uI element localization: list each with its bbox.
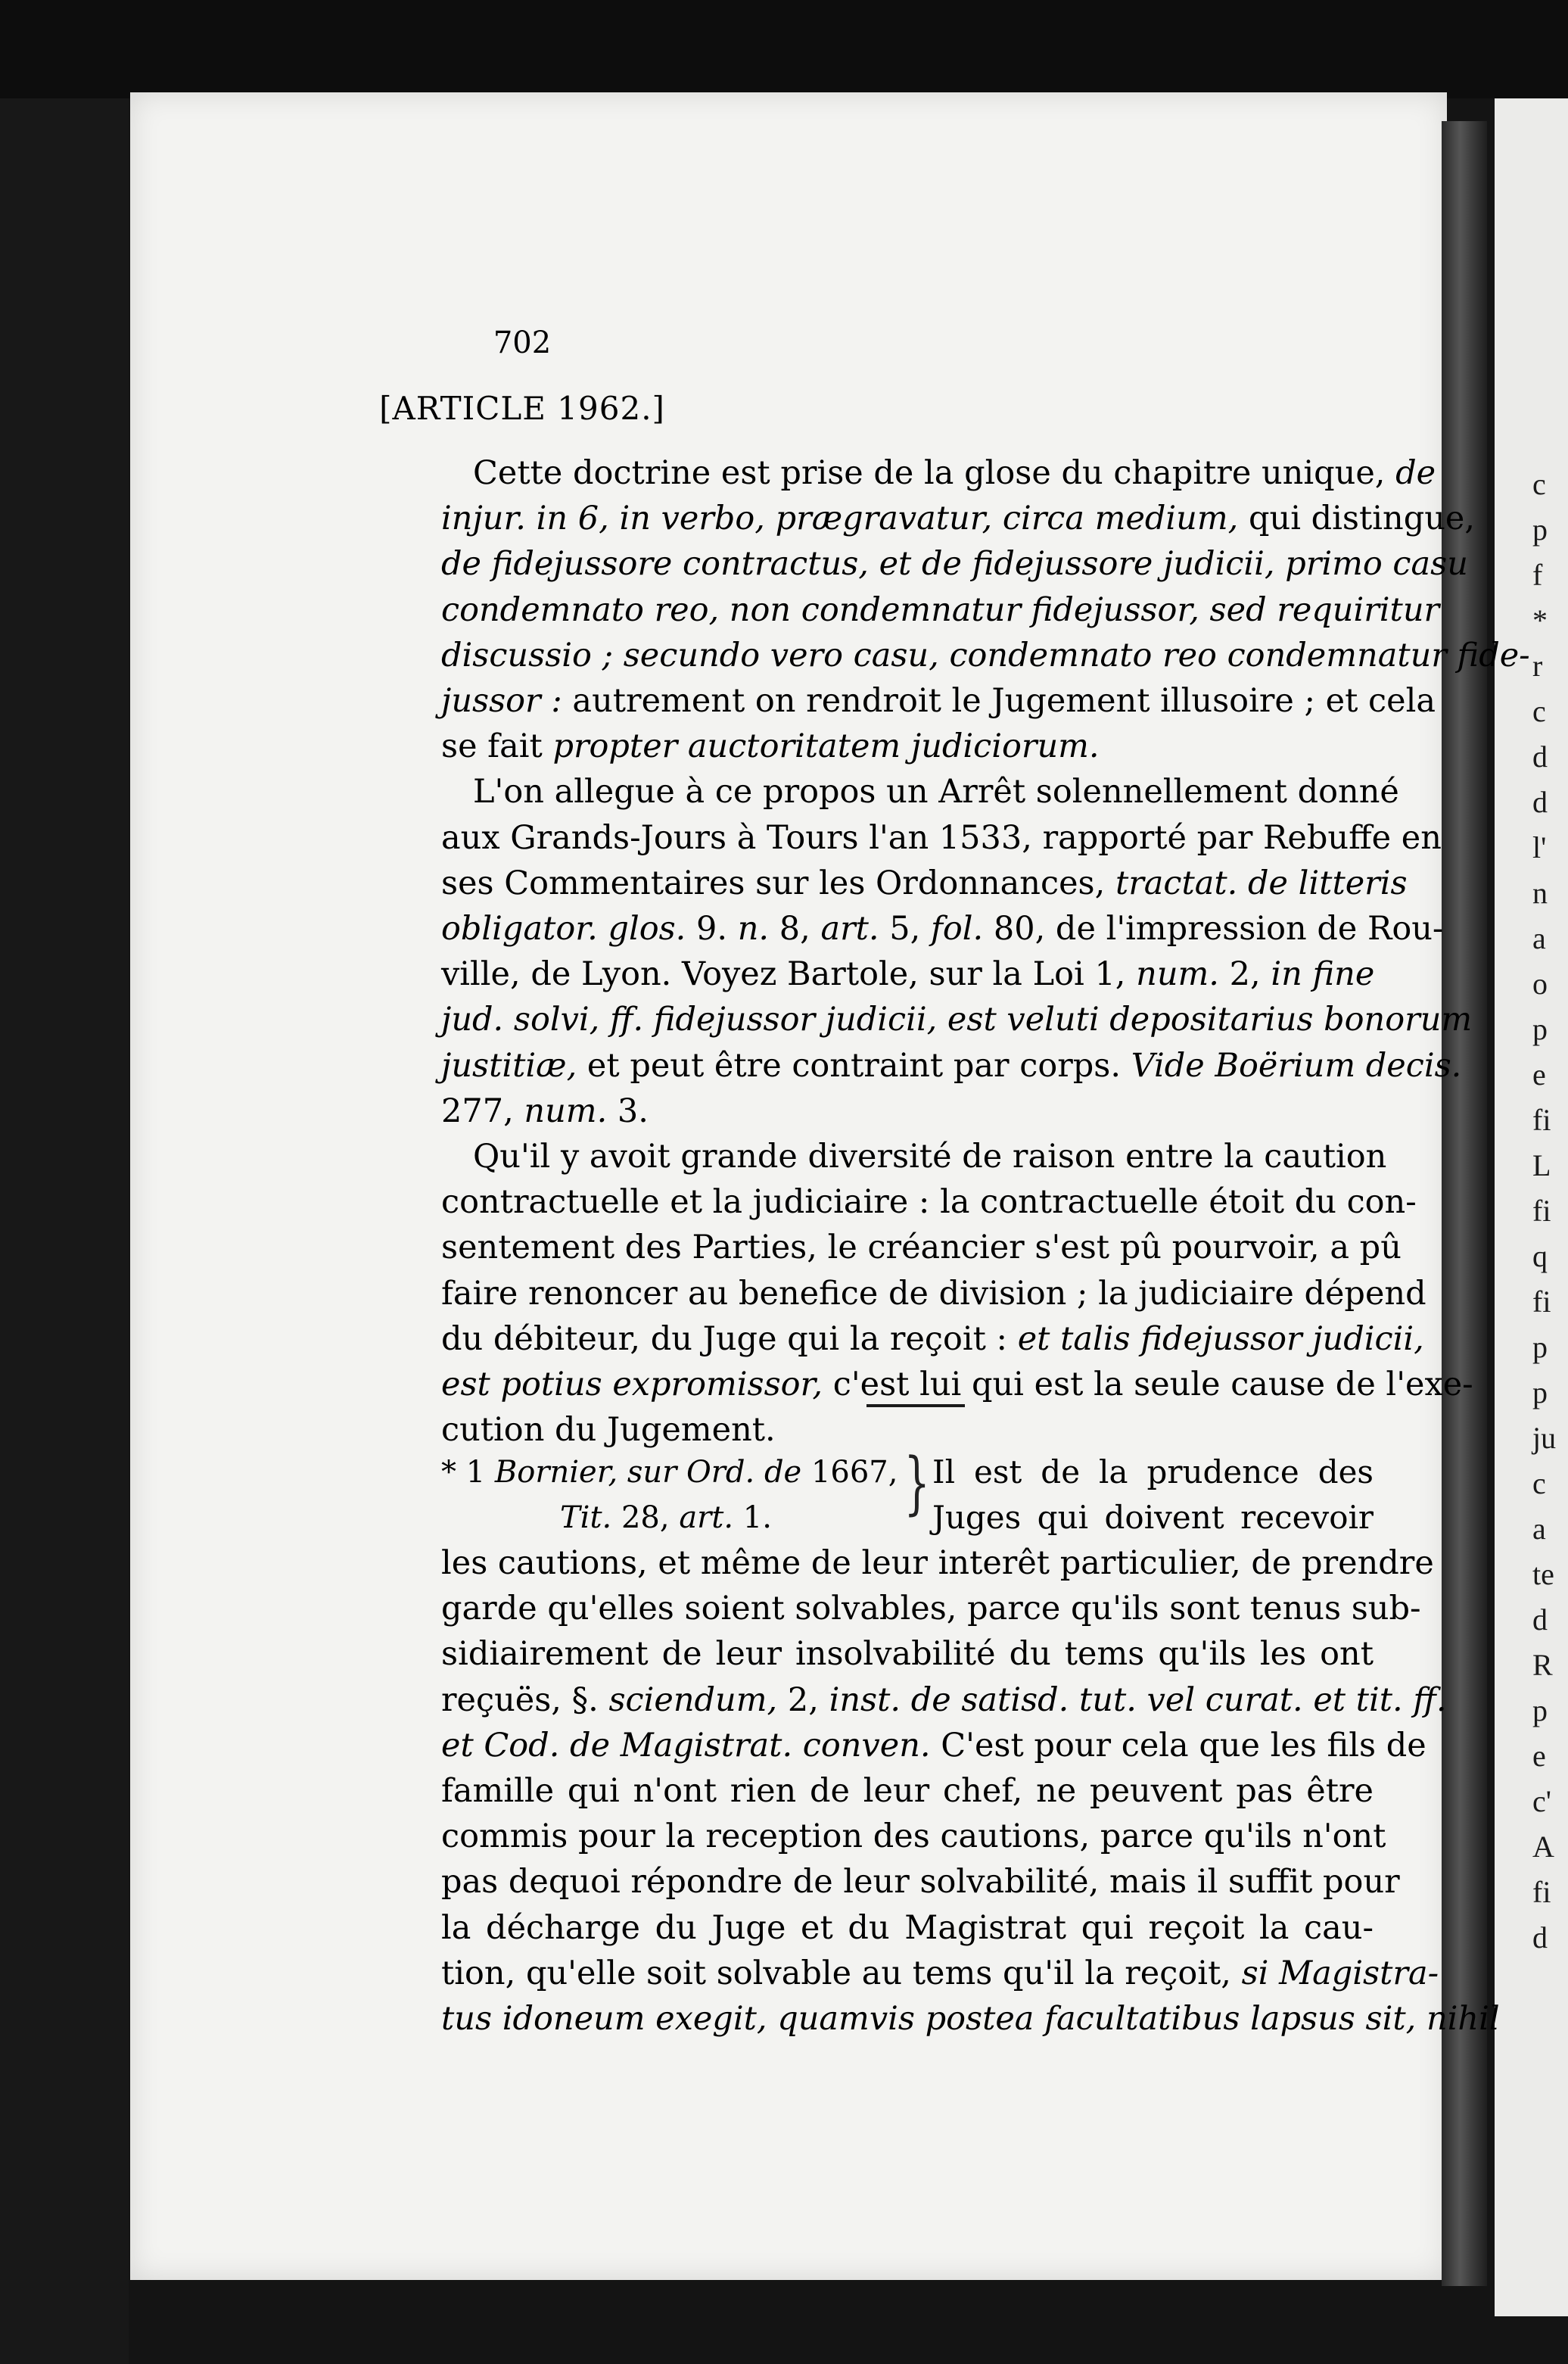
text-line bbox=[473, 450, 1436, 496]
roman-text: sidiairement de leur insolvabilité du tems qu'ils les ont bbox=[441, 1635, 1374, 1674]
italic-text: art. bbox=[679, 1500, 734, 1535]
facing-page-fragment: p bbox=[1532, 1012, 1548, 1046]
italic-text: tus idoneum exegit, quamvis postea facultatibus lapsus sit, nihil bbox=[441, 2000, 1500, 2038]
italic-text: et talis fidejussor judicii, bbox=[1017, 1319, 1424, 1358]
italic-text: Bornier, sur Ord. de bbox=[494, 1455, 802, 1490]
facing-page-fragment: l' bbox=[1532, 830, 1547, 864]
facing-page-fragment: fi bbox=[1532, 1194, 1551, 1228]
facing-page-fragment: fi bbox=[1532, 1285, 1551, 1319]
italic-text: jussor : bbox=[441, 682, 562, 720]
text-line bbox=[441, 1043, 1462, 1089]
text-line bbox=[441, 952, 1374, 997]
facing-page-fragment: c bbox=[1532, 467, 1546, 501]
article-heading: [ARTICLE 1962.] bbox=[379, 390, 665, 427]
roman-text: se fait bbox=[441, 727, 553, 766]
roman-text: 277, bbox=[441, 1092, 524, 1130]
footnote-line bbox=[441, 1540, 1434, 1586]
italic-text: n. bbox=[737, 910, 770, 948]
italic-text: num. bbox=[524, 1092, 608, 1130]
roman-text: aux Grands-Jours à Tours l'an 1533, rapporté par Rebuffe en bbox=[441, 818, 1442, 857]
footnote-line bbox=[441, 1859, 1400, 1905]
facing-page-fragment: p bbox=[1532, 512, 1548, 547]
footnote-right-line-1: Il est de la prudence des bbox=[932, 1453, 1374, 1490]
roman-text: garde qu'elles soient solvables, parce qu'ils sont tenus sub- bbox=[441, 1590, 1421, 1628]
roman-text: famille qui n'ont rien de leur chef, ne peuvent pas être bbox=[441, 1772, 1374, 1810]
italic-text: et Cod. de Magistrat. conven. bbox=[441, 1726, 931, 1764]
facing-page-fragment: d bbox=[1532, 1602, 1548, 1637]
text-line bbox=[441, 815, 1442, 861]
footnote-line bbox=[441, 1996, 1500, 2042]
roman-text: commis pour la reception des cautions, parce qu'ils n'ont bbox=[441, 1817, 1386, 1856]
text-line bbox=[441, 633, 1530, 678]
roman-text: tion, qu'elle soit solvable au tems qu'il la reçoit, bbox=[441, 1954, 1242, 1992]
facing-page-fragment: te bbox=[1532, 1557, 1554, 1591]
roman-text: c'est lui qui est la seule cause de l'exe- bbox=[823, 1366, 1473, 1403]
brace-symbol: } bbox=[904, 1444, 930, 1523]
roman-text: Cette doctrine est prise de la glose du chapitre unique, bbox=[473, 454, 1396, 492]
roman-text: Qu'il y avoit grande diversité de raison entre la caution bbox=[473, 1138, 1387, 1176]
italic-text: obligator. glos. bbox=[441, 910, 686, 948]
facing-page-fragment: r bbox=[1532, 649, 1543, 683]
roman-text: 3. bbox=[607, 1092, 649, 1130]
footnote-line bbox=[441, 1905, 1374, 1951]
facing-page-fragment: d bbox=[1532, 785, 1548, 819]
roman-text: 2, bbox=[777, 1680, 829, 1719]
italic-text: condemnato reo, non condemnatur fidejussor, sed requiritur bbox=[441, 590, 1440, 629]
roman-text: autrement on rendroit le Jugement illusoire ; et cela bbox=[562, 682, 1436, 720]
roman-text: qui distingue, bbox=[1238, 500, 1476, 538]
footnote-line bbox=[441, 1677, 1447, 1723]
facing-page-spacer bbox=[1495, 98, 1568, 462]
text-line bbox=[441, 997, 1473, 1042]
italic-text: tractat. de litteris bbox=[1115, 864, 1408, 902]
italic-text: justitiæ, bbox=[441, 1046, 577, 1085]
roman-text: 80, de l'impression de Rou- bbox=[983, 910, 1444, 948]
italic-text: num. bbox=[1136, 955, 1219, 994]
text-line bbox=[441, 678, 1436, 724]
facing-page-fragment: q bbox=[1532, 1239, 1548, 1273]
facing-page-fragment: n bbox=[1532, 876, 1548, 910]
footnote-line bbox=[441, 1814, 1386, 1859]
roman-text: faire renoncer au benefice de division ; la judiciaire dépend bbox=[441, 1274, 1426, 1313]
facing-page-fragment: p bbox=[1532, 1375, 1548, 1409]
facing-page-fragment: fi bbox=[1532, 1875, 1551, 1909]
roman-text: la décharge du Juge et du Magistrat qui reçoit la cau- bbox=[441, 1908, 1374, 1947]
book-gutter bbox=[1442, 121, 1487, 2286]
italic-text: propter auctoritatem judiciorum. bbox=[552, 727, 1100, 766]
facing-page-fragment: e bbox=[1532, 1739, 1546, 1773]
footnote-reference-line-2 bbox=[560, 1495, 893, 1540]
footnote-reference-line-1 bbox=[441, 1450, 898, 1495]
facing-page-edge bbox=[1495, 98, 1568, 2316]
scan-background-left bbox=[0, 98, 129, 2364]
roman-text: cution du Jugement. bbox=[441, 1411, 776, 1450]
italic-text: de bbox=[1395, 454, 1436, 492]
roman-text: 8, bbox=[769, 910, 821, 948]
footnote-line bbox=[441, 1768, 1374, 1814]
text-line bbox=[441, 1225, 1402, 1270]
facing-page-fragment: fi bbox=[1532, 1103, 1551, 1137]
facing-page-fragment: c' bbox=[1532, 1784, 1551, 1818]
text-line bbox=[441, 724, 1374, 769]
text-line bbox=[441, 1089, 1374, 1134]
text-line bbox=[441, 1362, 1473, 1407]
italic-text: si Magistra- bbox=[1241, 1954, 1439, 1992]
roman-text: ses Commentaires sur les Ordonnances, bbox=[441, 864, 1115, 902]
roman-text: C'est pour cela que les fils de bbox=[930, 1726, 1426, 1764]
italic-text: injur. in 6, in verbo, prægravatur, circa medium, bbox=[441, 500, 1239, 538]
facing-page-fragment: a bbox=[1532, 1512, 1546, 1546]
page-number: 702 bbox=[493, 325, 552, 360]
text-line bbox=[441, 906, 1444, 952]
text-line bbox=[473, 1134, 1387, 1179]
text-line bbox=[473, 769, 1399, 814]
italic-text: Vide Boërium decis. bbox=[1131, 1046, 1462, 1085]
facing-page-fragment: A bbox=[1532, 1830, 1554, 1864]
text-line bbox=[441, 541, 1468, 587]
text-line bbox=[441, 861, 1408, 906]
facing-page-fragment: f bbox=[1532, 558, 1543, 592]
roman-text: L'on allegue à ce propos un Arrêt solennellement donné bbox=[473, 773, 1399, 811]
facing-page-fragment: o bbox=[1532, 967, 1548, 1001]
italic-text: sciendum, bbox=[608, 1680, 778, 1719]
italic-text: de fidejussore contractus, et de fidejussore judicii, primo casu bbox=[441, 545, 1468, 584]
footnote-line bbox=[441, 1631, 1374, 1677]
roman-text: ville, de Lyon. Voyez Bartole, sur la Loi 1, bbox=[441, 955, 1137, 994]
text-line bbox=[441, 1271, 1426, 1316]
facing-page-fragment: p bbox=[1532, 1693, 1548, 1727]
facing-page-fragment: e bbox=[1532, 1057, 1546, 1092]
roman-text: * 1 bbox=[441, 1455, 495, 1490]
roman-text: pas dequoi répondre de leur solvabilité, mais il suffit pour bbox=[441, 1863, 1400, 1901]
roman-text: et peut être contraint par corps. bbox=[577, 1046, 1131, 1085]
italic-text: inst. de satisd. tut. vel curat. et tit. ff. bbox=[829, 1680, 1447, 1719]
roman-text: les cautions, et même de leur interêt particulier, de prendre bbox=[441, 1544, 1434, 1582]
facing-page-fragment: ju bbox=[1532, 1421, 1557, 1455]
facing-page-fragment: d bbox=[1532, 740, 1548, 774]
text-line bbox=[441, 1179, 1417, 1225]
footnote-line bbox=[441, 1951, 1439, 1996]
facing-page-fragment: d bbox=[1532, 1920, 1548, 1954]
roman-text: 2, bbox=[1218, 955, 1271, 994]
facing-page-fragment: c bbox=[1532, 1466, 1546, 1500]
footnote-rule bbox=[866, 1404, 965, 1407]
facing-page-fragment: p bbox=[1532, 1330, 1548, 1364]
footnote-line bbox=[441, 1586, 1421, 1631]
italic-text: jud. solvi, ff. fidejussor judicii, est veluti depositarius bonorum bbox=[441, 1001, 1473, 1039]
roman-text: 28, bbox=[611, 1500, 680, 1535]
italic-text: est potius expromissor, bbox=[441, 1366, 823, 1403]
roman-text: 1667, bbox=[801, 1455, 898, 1490]
footnote-line bbox=[441, 1723, 1426, 1768]
facing-page-fragment: * bbox=[1532, 603, 1548, 637]
roman-text: reçuës, §. bbox=[441, 1680, 609, 1719]
italic-text: in fine bbox=[1271, 955, 1375, 994]
italic-text: Tit. bbox=[560, 1500, 612, 1535]
italic-text: discussio ; secundo vero casu, condemnato reo condemnatur fide- bbox=[441, 636, 1530, 674]
facing-page-fragment: L bbox=[1532, 1148, 1551, 1182]
roman-text: contractuelle et la judiciaire : la contractuelle étoit du con- bbox=[441, 1183, 1417, 1222]
text-line bbox=[441, 496, 1476, 541]
facing-page-fragment: R bbox=[1532, 1648, 1553, 1682]
roman-text: du débiteur, du Juge qui la reçoit : bbox=[441, 1319, 1018, 1358]
roman-text: 5, bbox=[879, 910, 931, 948]
scan-background-top bbox=[0, 0, 1568, 98]
italic-text: art. bbox=[820, 910, 879, 948]
facing-page-fragment: c bbox=[1532, 694, 1546, 728]
roman-text: sentement des Parties, le créancier s'est pû pourvoir, a pû bbox=[441, 1229, 1402, 1267]
text-line bbox=[441, 587, 1440, 633]
roman-text: 9. bbox=[686, 910, 738, 948]
text-line bbox=[441, 1316, 1424, 1362]
italic-text: fol. bbox=[930, 910, 984, 948]
facing-page-fragment: a bbox=[1532, 921, 1546, 955]
roman-text: 1. bbox=[733, 1500, 772, 1535]
footnote-right-line-2: Juges qui doivent recevoir bbox=[932, 1499, 1374, 1536]
